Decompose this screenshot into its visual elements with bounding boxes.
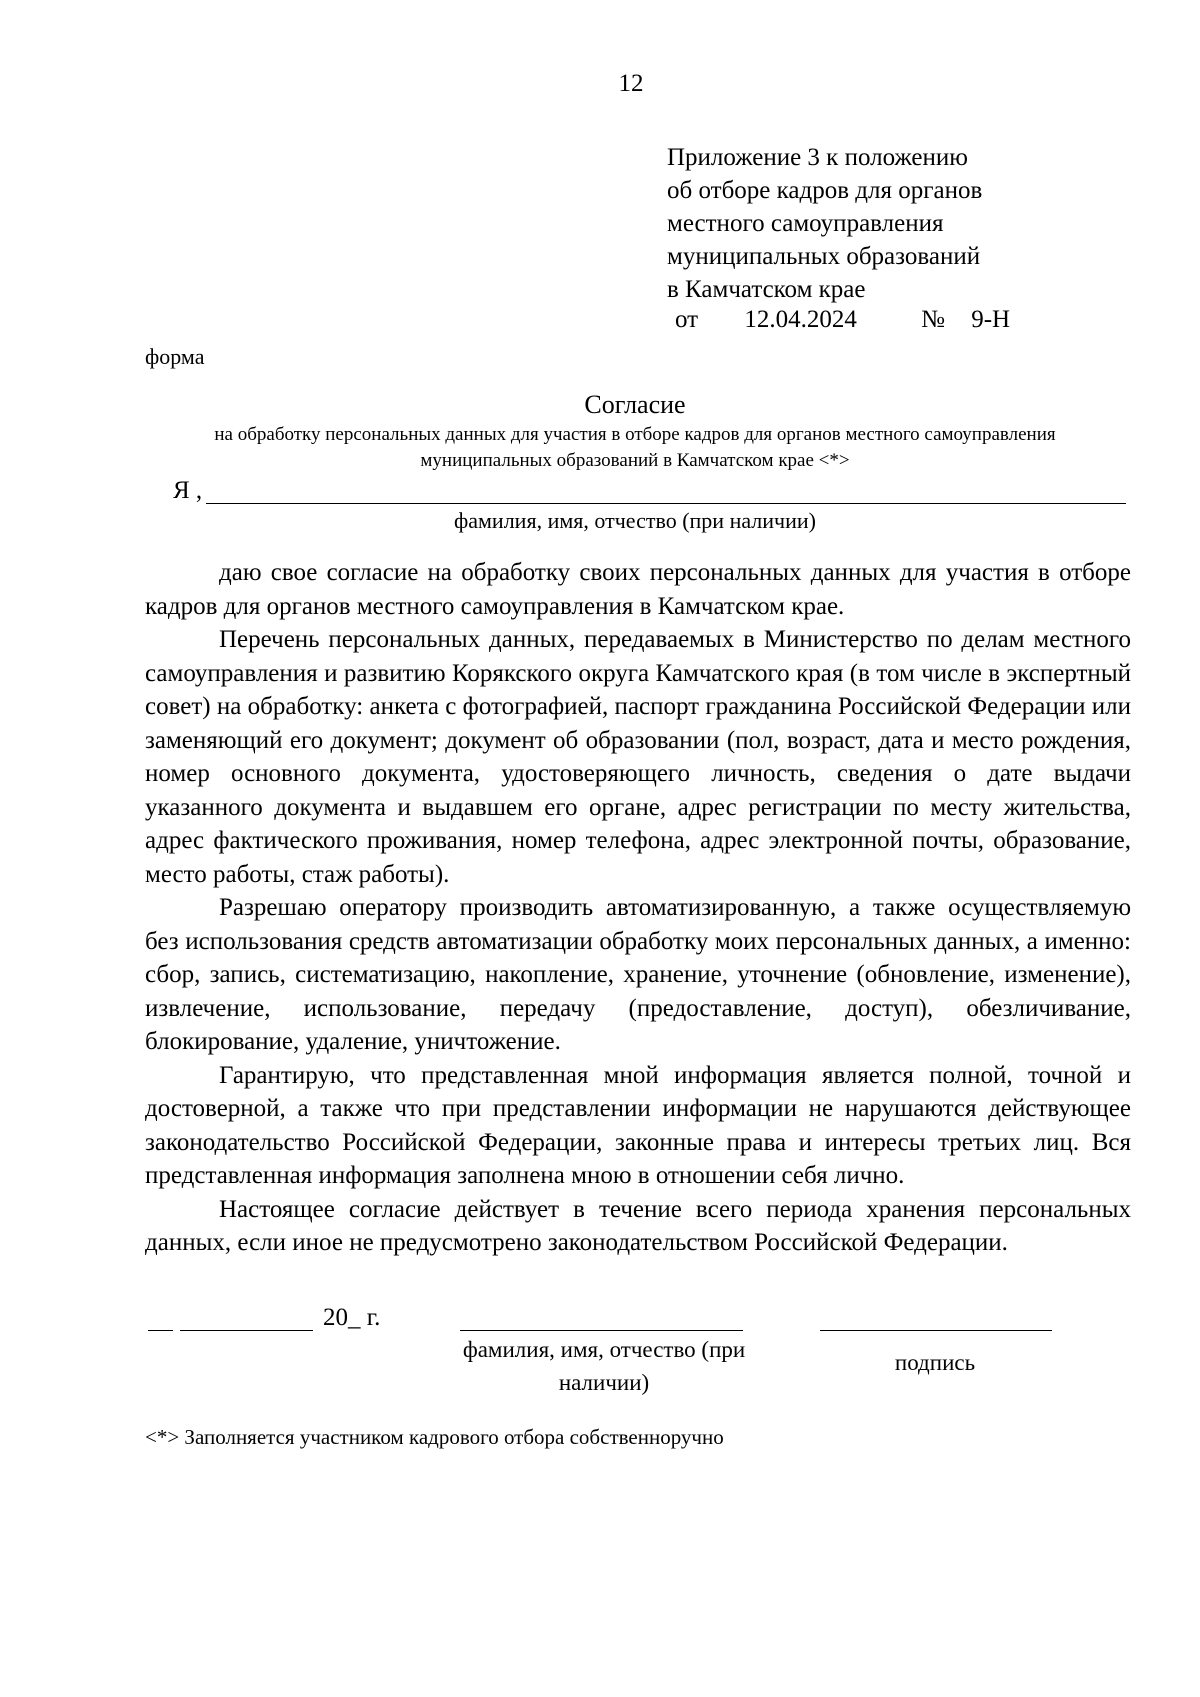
appendix-line: местного самоуправления <box>667 210 944 237</box>
fio-blank-line <box>206 503 1126 504</box>
appendix-line: в Камчатском крае <box>667 276 866 303</box>
ya-label: Я , <box>173 477 203 504</box>
footnote: <*> Заполняется участником кадрового отбора собственноручно <box>145 1425 724 1449</box>
fio-signature-line <box>460 1330 743 1331</box>
paragraph-guarantee: Гарантирую, что представленная мной информация является полной, точной и достоверной, а также что при представлении информации не нарушаются действующее законодательство Российской Федерации, законные права и интересы третьих лиц. Вся представленная информация заполнена мною в отношении себя лично. <box>145 1061 1131 1189</box>
page-number: 12 <box>618 70 644 97</box>
form-label: форма <box>145 344 205 369</box>
appendix-line: муниципальных образований <box>667 243 981 270</box>
month-blank-line <box>180 1330 313 1331</box>
year-text: 20_ г. <box>323 1304 381 1331</box>
paragraph-permission: Разрешаю оператору производить автоматизированную, а также осуществляемую без использования средств автоматизации обработку моих персональных данных, а именно: сбор, запись, систематизацию, накопление, хранение, уточнение (обновление, изменение), извлечение, использование, передачу (предоставление, доступ), обезличивание, блокирование, удаление, уничтожение. <box>145 894 1131 1055</box>
signature-caption: подпись <box>894 1350 976 1375</box>
order-number: 9-Н <box>971 306 1011 333</box>
fio-signature-caption: фамилия, имя, отчество (при наличии) <box>462 1337 746 1395</box>
consent-title: Согласие <box>584 390 686 419</box>
appendix-line: Приложение 3 к положению <box>667 144 968 171</box>
order-line <box>675 306 1010 334</box>
paragraph-data-list: Перечень персональных данных, передаваемых в Министерство по делам местного самоуправления и развитию Корякского округа Камчатского края (в том числе в экспертный совет) на обработку: анкета с фотографией, паспорт гражданина Российской Федерации или заменяющий его документ; документ об образовании (пол, возраст, дата и место рождения, номер основного документа, удостоверяющего личность, сведения о дате выдачи указанного документа и выдавшем его органе, адрес регистрации по месту жительства, адрес фактического проживания, номер телефона, адрес электронной почты, образование, место работы, стаж работы). <box>145 626 1131 888</box>
appendix-line: об отборе кадров для органов <box>667 177 983 204</box>
paragraph-validity: Настоящее согласие действует в течение всего периода хранения персональных данных, если иное не предусмотрено законодательством Российской Федерации. <box>145 1195 1131 1256</box>
fio-caption: фамилия, имя, отчество (при наличии) <box>453 508 816 533</box>
consent-body <box>145 556 1131 1260</box>
paragraph-consent: даю свое согласие на обработку своих персональных данных для участия в отборе кадров для органов местного самоуправления в Камчатском крае. <box>145 559 1131 620</box>
signature-line <box>820 1330 1052 1331</box>
consent-subtitle: на обработку персональных данных для участия в отборе кадров для органов местного самоуправления муниципальных образований в Камчатском крае <*> <box>214 424 1056 471</box>
order-from-label: от <box>675 306 699 333</box>
order-number-label: № <box>921 306 945 333</box>
day-blank-line <box>148 1330 173 1331</box>
appendix-header <box>667 141 982 306</box>
order-date: 12.04.2024 <box>744 306 857 333</box>
